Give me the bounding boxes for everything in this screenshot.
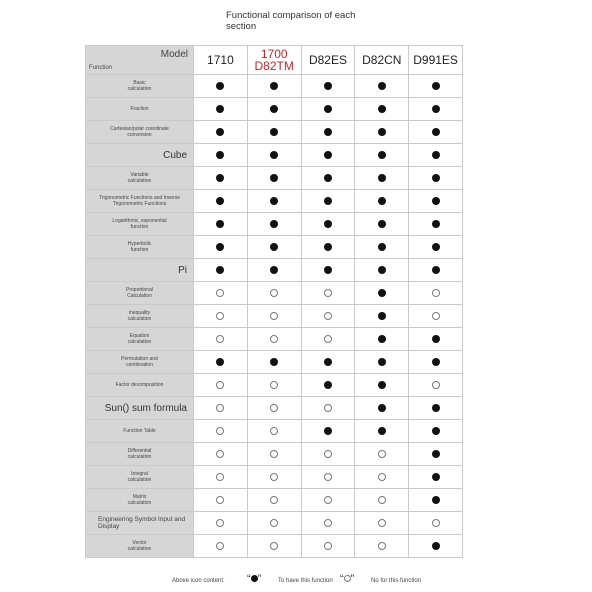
- mark-cell: [301, 489, 355, 512]
- table-row: [86, 512, 463, 535]
- model-header: [194, 46, 248, 75]
- mark-cell: [355, 236, 409, 259]
- empty-dot-icon: [324, 312, 332, 320]
- function-name: inequality calculation: [86, 305, 194, 328]
- mark-cell: [194, 121, 248, 144]
- mark-cell: [247, 512, 301, 535]
- filled-dot-icon: [270, 128, 278, 136]
- filled-dot-icon: [324, 220, 332, 228]
- function-name: Matrix calculation: [86, 489, 194, 512]
- function-name: Variable calculation: [86, 167, 194, 190]
- mark-cell: [355, 397, 409, 420]
- mark-cell: [355, 98, 409, 121]
- filled-dot-icon: [378, 312, 386, 320]
- empty-dot-icon: [378, 496, 386, 504]
- mark-cell: [247, 213, 301, 236]
- empty-dot-icon: [216, 381, 224, 389]
- function-name: Equation calculation: [86, 328, 194, 351]
- mark-cell: [409, 466, 463, 489]
- mark-cell: [194, 374, 248, 397]
- mark-cell: [301, 535, 355, 558]
- filled-dot-icon: [324, 151, 332, 159]
- mark-cell: [355, 443, 409, 466]
- empty-dot-icon: [432, 519, 440, 527]
- mark-cell: [409, 167, 463, 190]
- filled-dot-icon: [432, 243, 440, 251]
- filled-dot-icon: [216, 243, 224, 251]
- filled-dot-icon: [432, 542, 440, 550]
- filled-dot-icon: [432, 174, 440, 182]
- model-label: Model: [160, 49, 188, 60]
- filled-dot-icon: [378, 174, 386, 182]
- filled-dot-icon: [270, 243, 278, 251]
- empty-dot-icon: [270, 312, 278, 320]
- mark-cell: [301, 466, 355, 489]
- filled-dot-icon: [216, 358, 224, 366]
- mark-cell: [355, 351, 409, 374]
- legend-prefix: Above icon content:: [172, 578, 225, 584]
- mark-cell: [409, 98, 463, 121]
- table-row: [86, 374, 463, 397]
- function-name: Factor decomposition: [86, 374, 194, 397]
- mark-cell: [409, 489, 463, 512]
- mark-cell: [247, 75, 301, 98]
- mark-cell: [301, 98, 355, 121]
- function-name: Hyperbolic function: [86, 236, 194, 259]
- mark-cell: [247, 236, 301, 259]
- filled-dot-icon: [432, 105, 440, 113]
- filled-dot-icon: [216, 105, 224, 113]
- function-name: Logarithmic, exponential function: [86, 213, 194, 236]
- mark-cell: [355, 535, 409, 558]
- filled-dot-icon: [324, 105, 332, 113]
- mark-cell: [409, 213, 463, 236]
- filled-dot-icon: [270, 151, 278, 159]
- mark-cell: [247, 397, 301, 420]
- filled-dot-icon: [216, 128, 224, 136]
- mark-cell: [247, 167, 301, 190]
- empty-dot-icon: [378, 450, 386, 458]
- filled-dot-icon: [432, 404, 440, 412]
- table-row: [86, 397, 463, 420]
- mark-cell: [355, 328, 409, 351]
- header-row: [86, 46, 463, 75]
- legend-filled-quote: “ ”: [247, 573, 262, 585]
- mark-cell: [409, 397, 463, 420]
- filled-dot-icon: [270, 105, 278, 113]
- mark-cell: [301, 144, 355, 167]
- empty-dot-icon: [216, 312, 224, 320]
- empty-dot-icon: [216, 335, 224, 343]
- filled-dot-icon: [270, 197, 278, 205]
- mark-cell: [301, 443, 355, 466]
- empty-dot-icon: [344, 575, 351, 582]
- table-row: [86, 213, 463, 236]
- empty-dot-icon: [324, 473, 332, 481]
- mark-cell: [194, 98, 248, 121]
- function-name: Fraction: [86, 98, 194, 121]
- filled-dot-icon: [324, 381, 332, 389]
- filled-dot-icon: [432, 151, 440, 159]
- mark-cell: [301, 121, 355, 144]
- filled-dot-icon: [324, 82, 332, 90]
- mark-cell: [355, 489, 409, 512]
- filled-dot-icon: [378, 220, 386, 228]
- empty-dot-icon: [216, 473, 224, 481]
- mark-cell: [247, 144, 301, 167]
- empty-dot-icon: [378, 473, 386, 481]
- mark-cell: [301, 328, 355, 351]
- function-name: Permutation and combination: [86, 351, 194, 374]
- empty-dot-icon: [432, 289, 440, 297]
- function-name: Cartesian/polar coordinate conversion: [86, 121, 194, 144]
- mark-cell: [247, 282, 301, 305]
- filled-dot-icon: [378, 266, 386, 274]
- mark-cell: [194, 351, 248, 374]
- empty-dot-icon: [432, 381, 440, 389]
- empty-dot-icon: [270, 381, 278, 389]
- filled-dot-icon: [432, 450, 440, 458]
- function-name: Vector calculation: [86, 535, 194, 558]
- filled-dot-icon: [216, 220, 224, 228]
- model-name: 1700: [260, 47, 288, 61]
- mark-cell: [301, 512, 355, 535]
- filled-dot-icon: [432, 220, 440, 228]
- filled-dot-icon: [432, 473, 440, 481]
- table-row: [86, 466, 463, 489]
- function-name: Pi: [86, 259, 194, 282]
- mark-cell: [301, 420, 355, 443]
- mark-cell: [355, 121, 409, 144]
- mark-cell: [194, 397, 248, 420]
- filled-dot-icon: [432, 358, 440, 366]
- function-name: Integral calculation: [86, 466, 194, 489]
- table-row: [86, 98, 463, 121]
- mark-cell: [194, 167, 248, 190]
- mark-cell: [301, 236, 355, 259]
- mark-cell: [247, 443, 301, 466]
- empty-dot-icon: [324, 404, 332, 412]
- filled-dot-icon: [432, 266, 440, 274]
- function-name: Proportional Calculation: [86, 282, 194, 305]
- mark-cell: [194, 512, 248, 535]
- empty-dot-icon: [270, 404, 278, 412]
- model-name: D82CN: [362, 53, 402, 67]
- legend-none-text: No for this function: [371, 578, 422, 584]
- empty-dot-icon: [324, 289, 332, 297]
- mark-cell: [301, 305, 355, 328]
- mark-cell: [409, 535, 463, 558]
- filled-dot-icon: [378, 197, 386, 205]
- mark-cell: [355, 144, 409, 167]
- model-name: 1710: [207, 53, 234, 67]
- filled-dot-icon: [324, 174, 332, 182]
- model-name: D82ES: [308, 53, 347, 67]
- filled-dot-icon: [324, 358, 332, 366]
- comparison-table: [85, 45, 463, 558]
- mark-cell: [409, 420, 463, 443]
- filled-dot-icon: [378, 289, 386, 297]
- function-label: Function: [89, 65, 113, 71]
- table-row: [86, 489, 463, 512]
- mark-cell: [194, 259, 248, 282]
- mark-cell: [301, 75, 355, 98]
- mark-cell: [355, 374, 409, 397]
- filled-dot-icon: [324, 427, 332, 435]
- mark-cell: [409, 144, 463, 167]
- filled-dot-icon: [270, 220, 278, 228]
- empty-dot-icon: [216, 427, 224, 435]
- function-name: Trigonometric Functions and Inverse Trigonometric Functions: [86, 190, 194, 213]
- mark-cell: [301, 351, 355, 374]
- filled-dot-icon: [378, 128, 386, 136]
- filled-dot-icon: [378, 82, 386, 90]
- mark-cell: [409, 328, 463, 351]
- table-row: [86, 305, 463, 328]
- mark-cell: [355, 190, 409, 213]
- header-corner: [86, 46, 194, 75]
- empty-dot-icon: [432, 312, 440, 320]
- mark-cell: [247, 420, 301, 443]
- empty-dot-icon: [324, 519, 332, 527]
- mark-cell: [194, 305, 248, 328]
- mark-cell: [409, 512, 463, 535]
- filled-dot-icon: [432, 82, 440, 90]
- mark-cell: [247, 489, 301, 512]
- empty-dot-icon: [324, 450, 332, 458]
- filled-dot-icon: [270, 266, 278, 274]
- mark-cell: [409, 305, 463, 328]
- mark-cell: [355, 305, 409, 328]
- mark-cell: [301, 374, 355, 397]
- function-name: Differential calculation: [86, 443, 194, 466]
- mark-cell: [355, 167, 409, 190]
- filled-dot-icon: [378, 243, 386, 251]
- model-header: [409, 46, 463, 75]
- empty-dot-icon: [216, 404, 224, 412]
- filled-dot-icon: [378, 381, 386, 389]
- mark-cell: [247, 121, 301, 144]
- filled-dot-icon: [251, 575, 258, 582]
- table-row: [86, 236, 463, 259]
- empty-dot-icon: [270, 473, 278, 481]
- filled-dot-icon: [432, 496, 440, 504]
- empty-dot-icon: [378, 519, 386, 527]
- mark-cell: [194, 535, 248, 558]
- mark-cell: [301, 213, 355, 236]
- mark-cell: [409, 236, 463, 259]
- mark-cell: [194, 75, 248, 98]
- empty-dot-icon: [270, 289, 278, 297]
- filled-dot-icon: [324, 243, 332, 251]
- mark-cell: [355, 466, 409, 489]
- filled-dot-icon: [324, 128, 332, 136]
- mark-cell: [194, 236, 248, 259]
- filled-dot-icon: [216, 266, 224, 274]
- model-header: [247, 46, 301, 75]
- empty-dot-icon: [324, 335, 332, 343]
- mark-cell: [409, 374, 463, 397]
- function-name: Basic calculation: [86, 75, 194, 98]
- mark-cell: [247, 535, 301, 558]
- mark-cell: [409, 351, 463, 374]
- mark-cell: [194, 489, 248, 512]
- empty-dot-icon: [216, 289, 224, 297]
- empty-dot-icon: [270, 335, 278, 343]
- empty-dot-icon: [270, 496, 278, 504]
- empty-dot-icon: [378, 542, 386, 550]
- mark-cell: [355, 75, 409, 98]
- table-row: [86, 282, 463, 305]
- table-row: [86, 121, 463, 144]
- table-row: [86, 351, 463, 374]
- filled-dot-icon: [378, 404, 386, 412]
- mark-cell: [247, 466, 301, 489]
- mark-cell: [194, 282, 248, 305]
- table-row: [86, 443, 463, 466]
- mark-cell: [409, 190, 463, 213]
- filled-dot-icon: [432, 128, 440, 136]
- mark-cell: [409, 121, 463, 144]
- mark-cell: [247, 190, 301, 213]
- empty-dot-icon: [216, 450, 224, 458]
- table-row: [86, 75, 463, 98]
- model-header: [355, 46, 409, 75]
- mark-cell: [247, 328, 301, 351]
- function-name: Sun() sum formula: [86, 397, 194, 420]
- filled-dot-icon: [378, 105, 386, 113]
- mark-cell: [301, 397, 355, 420]
- empty-dot-icon: [270, 427, 278, 435]
- mark-cell: [301, 167, 355, 190]
- function-name: Cube: [86, 144, 194, 167]
- mark-cell: [301, 282, 355, 305]
- mark-cell: [301, 259, 355, 282]
- empty-dot-icon: [216, 496, 224, 504]
- table-row: [86, 420, 463, 443]
- mark-cell: [355, 282, 409, 305]
- filled-dot-icon: [324, 266, 332, 274]
- mark-cell: [247, 98, 301, 121]
- filled-dot-icon: [216, 197, 224, 205]
- mark-cell: [247, 305, 301, 328]
- filled-dot-icon: [432, 197, 440, 205]
- table-row: [86, 144, 463, 167]
- filled-dot-icon: [432, 427, 440, 435]
- mark-cell: [194, 213, 248, 236]
- page-title: Functional comparison of each section: [226, 10, 356, 32]
- model-name: D991ES: [413, 53, 458, 67]
- mark-cell: [194, 144, 248, 167]
- empty-dot-icon: [324, 542, 332, 550]
- table-row: [86, 535, 463, 558]
- empty-dot-icon: [270, 542, 278, 550]
- filled-dot-icon: [216, 151, 224, 159]
- mark-cell: [247, 259, 301, 282]
- mark-cell: [355, 512, 409, 535]
- filled-dot-icon: [378, 427, 386, 435]
- filled-dot-icon: [324, 197, 332, 205]
- mark-cell: [409, 282, 463, 305]
- table-row: [86, 328, 463, 351]
- table-row: [86, 167, 463, 190]
- filled-dot-icon: [270, 174, 278, 182]
- mark-cell: [194, 466, 248, 489]
- mark-cell: [247, 351, 301, 374]
- mark-cell: [247, 374, 301, 397]
- mark-cell: [194, 190, 248, 213]
- empty-dot-icon: [270, 519, 278, 527]
- filled-dot-icon: [432, 335, 440, 343]
- empty-dot-icon: [270, 450, 278, 458]
- filled-dot-icon: [378, 151, 386, 159]
- filled-dot-icon: [270, 358, 278, 366]
- filled-dot-icon: [216, 82, 224, 90]
- model-header: [301, 46, 355, 75]
- empty-dot-icon: [216, 519, 224, 527]
- table-row: [86, 259, 463, 282]
- filled-dot-icon: [378, 335, 386, 343]
- model-name: D82TM: [254, 59, 294, 73]
- table-row: [86, 190, 463, 213]
- mark-cell: [194, 328, 248, 351]
- mark-cell: [194, 443, 248, 466]
- mark-cell: [355, 259, 409, 282]
- filled-dot-icon: [216, 174, 224, 182]
- filled-dot-icon: [378, 358, 386, 366]
- empty-dot-icon: [324, 496, 332, 504]
- function-name: Function Table: [86, 420, 194, 443]
- empty-dot-icon: [216, 542, 224, 550]
- function-name: Engineering Symbol Input and Display: [86, 512, 194, 535]
- mark-cell: [409, 259, 463, 282]
- legend-has-text: To have this function: [278, 578, 333, 584]
- mark-cell: [301, 190, 355, 213]
- mark-cell: [409, 75, 463, 98]
- mark-cell: [355, 213, 409, 236]
- mark-cell: [409, 443, 463, 466]
- mark-cell: [194, 420, 248, 443]
- legend-empty-quote: “ ”: [340, 573, 355, 585]
- filled-dot-icon: [270, 82, 278, 90]
- mark-cell: [355, 420, 409, 443]
